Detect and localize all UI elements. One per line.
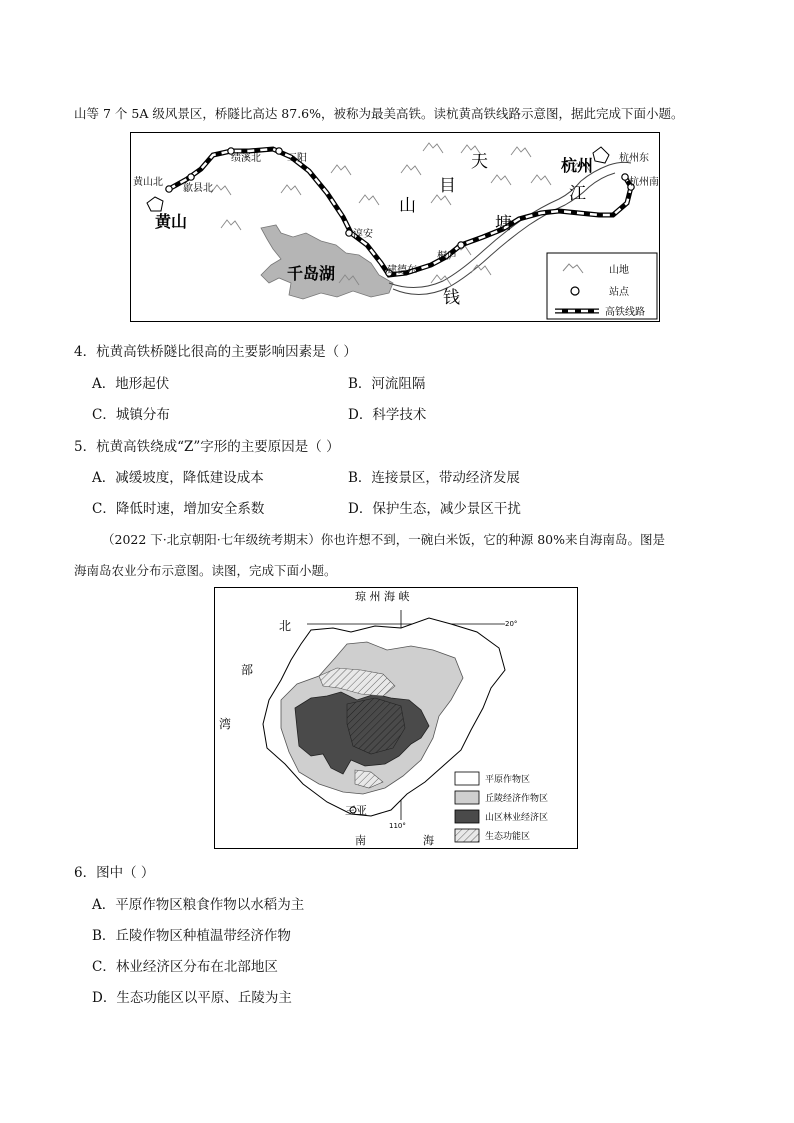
q4-option-b: B．河流阻隔 — [348, 376, 426, 392]
label-huangshan: 黄山 — [155, 212, 188, 231]
q6-option-a: A．平原作物区粮食作物以水稻为主 — [92, 897, 305, 913]
q6-option-c: C．林业经济区分布在北部地区 — [92, 959, 278, 975]
intro-text: 山等 7 个 5A 级风景区，桥隧比高达 87.6%，被称为最美高铁。读杭黄高铁线路示意图，据此完成下面小题。 — [74, 106, 684, 121]
label-shan: 山 — [399, 196, 416, 216]
q5-option-a: A．减缓坡度，降低建设成本 — [92, 470, 264, 486]
q4-option-c: C．城镇分布 — [92, 407, 170, 423]
q6-option-b: B．丘陵作物区种植温带经济作物 — [92, 928, 291, 944]
label-sanyang: 三阳 — [287, 153, 307, 164]
label-tonglu: 桐庐 — [437, 251, 457, 262]
label-lat-20: 20° — [505, 620, 518, 628]
hsr-route-map — [130, 132, 660, 322]
label-tang: 塘 — [495, 214, 512, 234]
legend-station: 站点 — [609, 287, 629, 298]
legend-forest: 山区林业经济区 — [485, 813, 549, 823]
question-4-stem: 4．杭黄高铁桥隧比很高的主要影响因素是（ ） — [74, 344, 357, 360]
q4-option-d: D．科学技术 — [348, 407, 427, 423]
legend-eco: 生态功能区 — [485, 832, 531, 842]
label-hangzhou-dong: 杭州东 — [619, 153, 649, 164]
label-lon-110: 110° — [389, 822, 406, 830]
label-bu: 部 — [241, 663, 254, 677]
label-huangshan-bei: 黄山北 — [133, 177, 163, 188]
label-qian: 钱 — [443, 288, 460, 308]
label-mu: 目 — [439, 176, 456, 196]
q5-option-c: C．降低时速，增加安全系数 — [92, 501, 265, 517]
label-jixi-bei: 绩溪北 — [231, 153, 261, 164]
label-qiandaohu: 千岛湖 — [287, 264, 336, 283]
label-shexian-bei: 歙县北 — [183, 183, 213, 194]
label-jiande-dong: 建德东 — [387, 265, 417, 276]
label-jiang: 江 — [569, 184, 586, 204]
intro2-line2: 海南岛农业分布示意图。读图，完成下面小题。 — [74, 563, 337, 578]
label-hai: 海 — [423, 834, 434, 847]
legend-railway: 高铁线路 — [605, 307, 645, 318]
q5-option-b: B．连接景区，带动经济发展 — [348, 470, 520, 486]
label-hangzhou: 杭州 — [561, 156, 594, 175]
question-6-stem: 6．图中（ ） — [74, 865, 155, 881]
label-chunan: 淳安 — [353, 229, 373, 240]
legend-plain: 平原作物区 — [485, 775, 531, 785]
intro2-line1: （2022 下·北京朝阳·七年级统考期末）你也许想不到，一碗白米饭，它的种源 80%来自海南岛。图是 — [102, 532, 665, 547]
label-hangzhou-nan: 杭州南 — [629, 177, 658, 188]
q5-option-d: D．保护生态，减少景区干扰 — [348, 501, 521, 517]
label-bei: 北 — [279, 619, 292, 633]
question-5-stem: 5．杭黄高铁绕成“Z”字形的主要原因是（ ） — [74, 439, 340, 455]
label-nan: 南 — [355, 834, 366, 847]
label-sanya: 三亚 — [345, 804, 367, 817]
qiandao-lake — [261, 225, 393, 299]
legend-mountain: 山地 — [609, 265, 629, 276]
q4-option-a: A．地形起伏 — [92, 376, 170, 392]
label-strait: 琼 州 海 峡 — [355, 590, 410, 603]
label-tian: 天 — [471, 152, 488, 172]
q6-option-d: D．生态功能区以平原、丘陵为主 — [92, 990, 292, 1006]
legend-hill: 丘陵经济作物区 — [485, 794, 549, 804]
label-wan: 湾 — [219, 717, 232, 731]
hainan-agriculture-map — [214, 587, 578, 849]
